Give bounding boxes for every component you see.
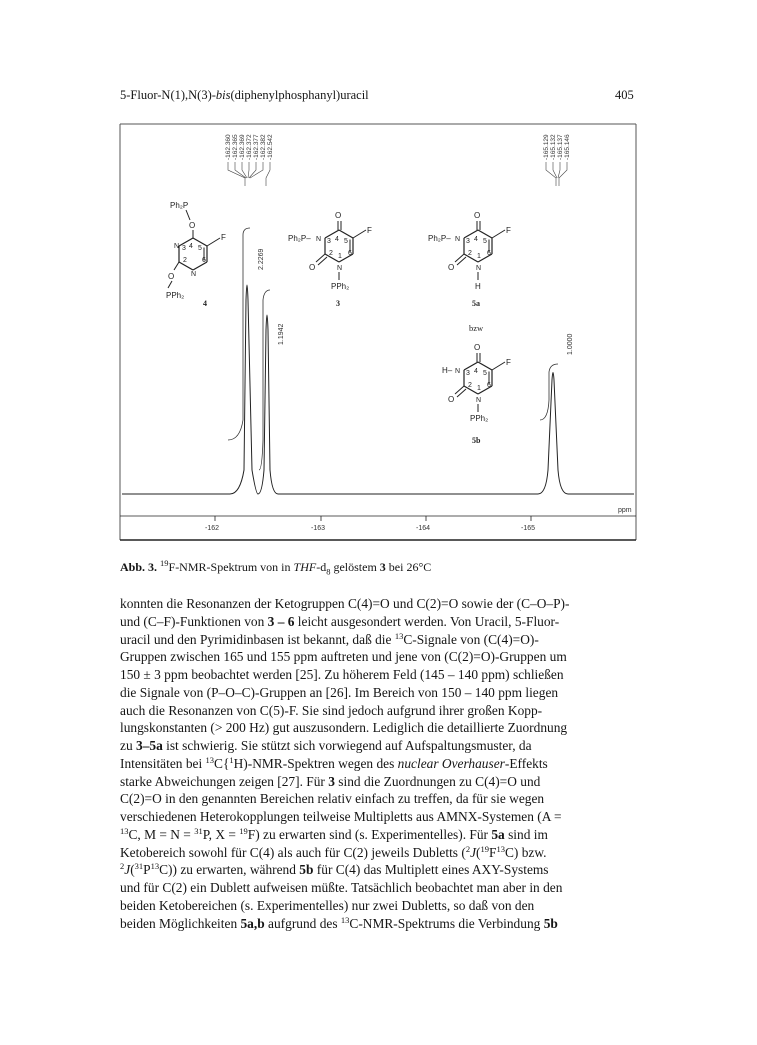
text-line: starke Abweichungen zeigen [27]. Für 3 sind die Zuordnungen zu C(4)=O und [120,773,541,789]
peak-label: -162.377 [253,134,260,160]
svg-text:3: 3 [466,238,470,245]
running-header: 5-Fluor-N(1),N(3)-bis(diphenylphosphanyl)uracil [120,88,369,102]
svg-text:H–: H– [442,366,453,375]
axis-unit: ppm [618,507,632,514]
integral-label: 1.0000 [567,333,574,355]
svg-text:O: O [448,263,455,272]
text-line: konnten die Resonanzen der Ketogruppen C(4)=O und C(2)=O sowie der (C–O–P)- [120,596,570,611]
svg-text:O: O [168,272,175,281]
peak-label: -162.360 [225,134,232,160]
tick-label: -165 [521,525,536,532]
svg-text:3: 3 [182,245,186,252]
svg-text:F: F [367,226,372,235]
tick-label: -163 [311,525,326,532]
body-text [120,595,635,932]
svg-text:5: 5 [483,370,487,377]
left-peak-labels [225,134,274,160]
svg-text:1: 1 [477,385,481,392]
svg-text:O: O [474,343,481,352]
svg-text:N: N [455,236,461,243]
svg-text:Ph₂P–: Ph₂P– [428,234,451,243]
right-peak-labels [543,134,571,160]
svg-text:N: N [455,368,461,375]
svg-text:Ph₂P: Ph₂P [170,201,189,210]
text-line: beiden Ketobereichen (s. Experimentelles) nur zwei Dubletts, so daß von den [120,897,535,913]
peak-label: -162.365 [232,134,239,160]
text-line: uracil und den Pyrimidinbasen ist bekannt, daß die $^{13}$C-Signale von (C(4)=O)- [120,630,539,647]
svg-text:4: 4 [335,236,339,243]
text-line: und für C(2) ein Dublett aufweisen müßte. Tatsächlich beobachtet man aber in den [120,880,563,895]
peak-label: -162.542 [267,134,274,160]
svg-text:PPh₂: PPh₂ [166,291,185,300]
text-line: lungskonstanten (> 200 Hz) gut auszusondern. Lediglich die detaillierte Zuordnung [120,720,568,736]
text-line: Intensitäten bei $^{13}$C{$^1$H)-NMR-Spektren wegen des nuclear Overhauser-Effekts [120,754,548,771]
svg-text:2: 2 [468,250,472,257]
peak-label: -165.137 [557,134,564,160]
integral-label: 2.2269 [258,248,265,270]
spectrum-trace [122,285,634,494]
svg-text:4: 4 [474,236,478,243]
svg-text:6: 6 [348,250,352,257]
svg-text:4: 4 [474,368,478,375]
peak-label: -165.132 [550,134,557,160]
tick-label: -162 [205,525,220,532]
text-line: $^2J(^{31}P^{13}C)$) zu erwarten, während 5b für C(4) das Multiplett eines AXY-Systems [120,861,549,878]
compound-3 [288,211,372,308]
page-number: 405 [615,88,634,102]
svg-text:PPh₂: PPh₂ [470,414,489,423]
peak-label: -162.382 [260,134,267,160]
svg-text:H: H [475,282,481,291]
svg-text:O: O [189,221,196,230]
text-line: auch die Resonanzen von C(5)-F. Sie sind jedoch aufgrund ihrer großen Kopp- [120,702,543,718]
svg-text:F: F [506,226,511,235]
text-line: 150 ± 3 ppm beobachtet werden [25]. Zu höherem Feld (145 – 140 ppm) schließen [120,667,564,682]
text-line: beiden Möglichkeiten 5a,b aufgrund des $^{13}$C-NMR-Spektrums die Verbindung 5b [120,914,558,931]
svg-text:O: O [309,263,316,272]
text-line: $^{13}$C, M = N = $^{31}$P, X = $^{19}$F) zu erwarten sind (s. Experimentelles). Für 5a sind im [120,825,548,842]
svg-text:F: F [221,233,226,242]
text-line: und (C–F)-Funktionen von 3 – 6 leicht ausgesondert werden. Von Uracil, 5-Fluor- [120,613,560,629]
bzw-label: bzw [469,323,484,333]
svg-text:O: O [335,211,342,220]
integral-curves [228,228,558,470]
peak-label: -165.146 [564,134,571,160]
compound-4 [166,201,226,308]
text-line: verschiedenen Heterokopplungen teilweise Multipletts aus AMNX-Systemen (A = [120,809,562,824]
svg-text:5: 5 [198,245,202,252]
text-line: die Signale von (P–O–C)-Gruppen an [26]. Im Bereich von 150 – 140 ppm liegen [120,684,559,700]
svg-text:6: 6 [202,257,206,264]
text-line: zu 3–5a ist schwierig. Sie stützt sich vorwiegend auf Aufspaltungsmuster, da [120,738,532,753]
left-peak-leaders [228,162,270,186]
svg-text:F: F [506,358,511,367]
peak-label: -165.129 [543,134,550,160]
svg-text:5: 5 [344,238,348,245]
svg-text:N: N [337,265,343,272]
svg-text:O: O [474,211,481,220]
tick-label: -164 [416,525,431,532]
integral-label: 1.1942 [278,323,285,345]
text-line: Ketobereich sowohl für C(4) als auch für C(2) jeweils Dubletts ($^2J(^{19}F^{13}C)$ bzw. [120,843,547,860]
compound-label: 5a [472,299,480,308]
svg-text:3: 3 [466,370,470,377]
svg-text:1: 1 [477,253,481,260]
svg-text:2: 2 [329,250,333,257]
compound-label: 5b [472,436,481,445]
svg-text:N: N [191,271,197,278]
svg-text:O: O [448,395,455,404]
text-line: C(2)=O in den genannten Bereichen relativ einfach zu treffen, da für sie wegen [120,791,545,807]
svg-text:3: 3 [327,238,331,245]
svg-text:Ph₂P–: Ph₂P– [288,234,311,243]
svg-text:5: 5 [483,238,487,245]
peak-label: -162.369 [239,134,246,160]
compound-label: 3 [336,299,340,308]
compound-5b [442,343,511,445]
svg-text:6: 6 [487,382,491,389]
svg-text:PPh₂: PPh₂ [331,282,350,291]
svg-text:6: 6 [487,250,491,257]
svg-text:2: 2 [183,257,187,264]
svg-text:N: N [174,243,180,250]
x-axis-tick-labels [205,525,535,532]
peak-label: -162.372 [246,134,253,160]
svg-text:2: 2 [468,382,472,389]
svg-text:4: 4 [189,243,193,250]
svg-text:N: N [476,397,482,404]
figure-caption: Abb. 3. $^{19}$F-NMR-Spektrum von in THF-$d_8$ gelöstem 3 bei 26°C [120,558,432,577]
x-axis-ticks [215,516,531,521]
compound-label: 4 [203,299,207,308]
text-line: Gruppen zwischen 165 und 155 ppm auftreten und jene von (C(2)=O)-Gruppen um [120,649,567,665]
svg-text:N: N [316,236,322,243]
svg-text:N: N [476,265,482,272]
svg-text:1: 1 [338,253,342,260]
right-peak-leaders [546,162,567,186]
compound-5a [428,211,511,308]
